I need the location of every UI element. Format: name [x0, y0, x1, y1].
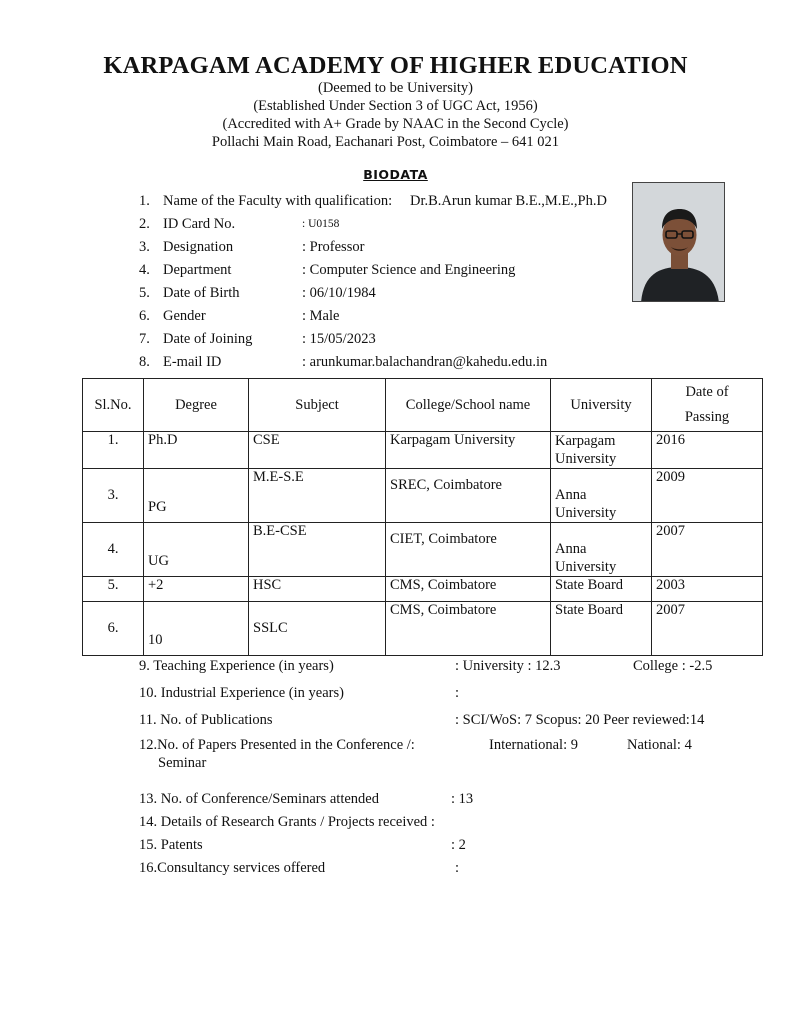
col-header-university: University [551, 379, 652, 432]
table-row [83, 432, 763, 469]
industrial-experience-label: 10. Industrial Experience (in years) [139, 685, 344, 701]
field-designation-value: : Professor [302, 239, 365, 255]
papers-presented-label: 12.No. of Papers Presented in the Conference /: [139, 737, 415, 753]
cell-subject: B.E-CSE [249, 523, 386, 577]
field-dob-value: : 06/10/1984 [302, 285, 376, 301]
col-header-slno: Sl.No. [83, 379, 144, 432]
cell-degree: PG [144, 469, 249, 523]
education-table [82, 378, 763, 656]
industrial-experience-value: : [455, 685, 460, 701]
cell-subject: SSLC [249, 602, 386, 656]
header-line-established: (Established Under Section 3 of UGC Act, 1956) [253, 98, 538, 114]
consultancy-label: 16.Consultancy services offered [139, 860, 326, 876]
cell-slno: 3. [83, 469, 144, 523]
conferences-attended-value: : 13 [451, 791, 474, 807]
cell-slno: 5. [83, 577, 144, 602]
cell-subject: HSC [249, 577, 386, 602]
teaching-experience-university: : University : 12.3 [455, 658, 561, 674]
teaching-experience-label: 9. Teaching Experience (in years) [139, 658, 334, 674]
cell-slno: 1. [83, 432, 144, 469]
cell-degree: Ph.D [144, 432, 249, 469]
publications-label: 11. No. of Publications [139, 712, 273, 728]
papers-international: International: 9 [489, 737, 578, 753]
cell-subject: CSE [249, 432, 386, 469]
papers-national: National: 4 [627, 737, 692, 753]
cell-year: 2007 [652, 602, 763, 656]
cell-year: 2003 [652, 577, 763, 602]
cell-year: 2016 [652, 432, 763, 469]
field-id-value: : U0158 [302, 218, 340, 230]
table-row [83, 602, 763, 656]
cell-college: SREC, Coimbatore [386, 469, 551, 523]
publications-value: : SCI/WoS: 7 Scopus: 20 Peer reviewed:14 [455, 712, 705, 728]
teaching-experience-college: College : -2.5 [633, 658, 713, 674]
field-doj-value: : 15/05/2023 [302, 331, 376, 347]
cell-degree: UG [144, 523, 249, 577]
consultancy-value: : [455, 860, 460, 876]
col-header-date-of: Date of [685, 384, 729, 400]
institution-title: KARPAGAM ACADEMY OF HIGHER EDUCATION [103, 52, 688, 79]
field-num: 2. [139, 216, 150, 232]
col-header-passing: Passing [684, 409, 730, 425]
col-header-college: College/School name [386, 379, 551, 432]
cell-subject: M.E-S.E [249, 469, 386, 523]
field-id-label: ID Card No. [163, 216, 236, 232]
cell-college: Karpagam University [386, 432, 551, 469]
field-num: 5. [139, 285, 150, 301]
cell-year: 2009 [652, 469, 763, 523]
col-header-subject: Subject [249, 379, 386, 432]
header-line-deemed: (Deemed to be University) [317, 80, 474, 96]
person-photo-icon [633, 183, 725, 302]
research-grants-label: 14. Details of Research Grants / Projects received : [139, 814, 435, 830]
cell-degree: 10 [144, 602, 249, 656]
field-department-value: : Computer Science and Engineering [302, 262, 516, 278]
table-row [83, 577, 763, 602]
cell-slno: 4. [83, 523, 144, 577]
field-dob-label: Date of Birth [163, 285, 240, 301]
papers-presented-label-seminar: Seminar [158, 755, 207, 771]
cell-year: 2007 [652, 523, 763, 577]
field-designation-label: Designation [163, 239, 234, 255]
cell-university: Karpagam University [551, 432, 652, 469]
field-num: 3. [139, 239, 150, 255]
field-gender-label: Gender [163, 308, 206, 324]
cell-college: CMS, Coimbatore [386, 602, 551, 656]
field-email-label: E-mail ID [163, 354, 222, 370]
table-row [83, 469, 763, 523]
cell-slno: 6. [83, 602, 144, 656]
biodata-heading: BIODATA [363, 167, 428, 182]
col-header-degree: Degree [144, 379, 249, 432]
cell-university: Anna University [551, 523, 652, 577]
field-department-label: Department [163, 262, 232, 278]
faculty-photo [632, 182, 725, 302]
patents-label: 15. Patents [139, 837, 203, 853]
cell-college: CMS, Coimbatore [386, 577, 551, 602]
field-name-value: Dr.B.Arun kumar B.E.,M.E.,Ph.D [410, 193, 607, 209]
conferences-attended-label: 13. No. of Conference/Seminars attended [139, 791, 379, 807]
field-num: 8. [139, 354, 150, 370]
field-num: 7. [139, 331, 150, 347]
cell-university: Anna University [551, 469, 652, 523]
table-header-row [83, 379, 763, 432]
header-line-accredited: (Accredited with A+ Grade by NAAC in the Second Cycle) [222, 116, 569, 132]
field-num: 1. [139, 193, 150, 209]
header-line-address: Pollachi Main Road, Eachanari Post, Coimbatore – 641 021 [211, 134, 560, 150]
patents-value: : 2 [451, 837, 466, 853]
cell-university: State Board [551, 602, 652, 656]
field-num: 6. [139, 308, 150, 324]
cell-university: State Board [551, 577, 652, 602]
col-header-date-of-passing [652, 379, 763, 432]
table-row [83, 523, 763, 577]
field-email-value: : arunkumar.balachandran@kahedu.edu.in [302, 354, 548, 370]
field-doj-label: Date of Joining [163, 331, 253, 347]
field-name-label: Name of the Faculty with qualification: [163, 193, 393, 209]
field-num: 4. [139, 262, 150, 278]
cell-degree: +2 [144, 577, 249, 602]
field-gender-value: : Male [302, 308, 340, 324]
cell-college: CIET, Coimbatore [386, 523, 551, 577]
